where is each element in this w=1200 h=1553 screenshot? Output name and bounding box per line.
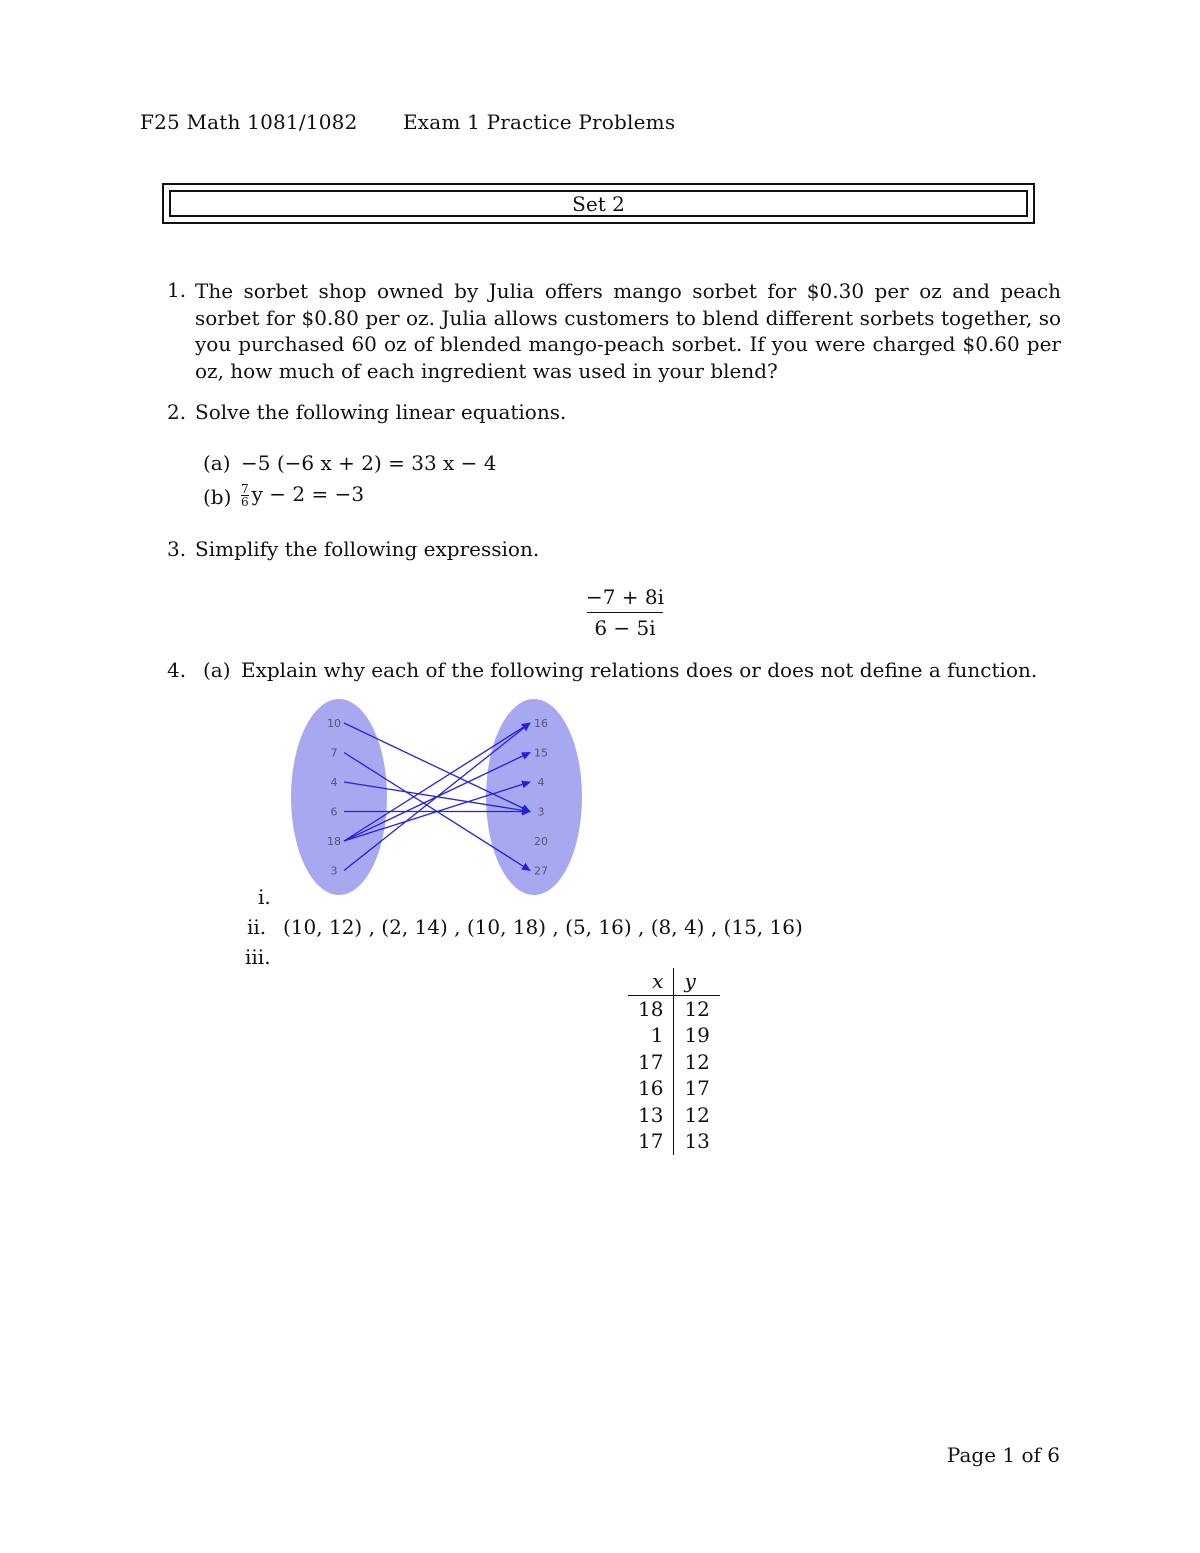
problem-3-text: Simplify the following expression.: [195, 537, 540, 561]
domain-value-3: 3: [330, 864, 338, 878]
problem-3-number: 3.: [167, 537, 187, 561]
table-row: [628, 1102, 720, 1129]
table-row: [628, 995, 720, 1022]
problem-1-number: 1.: [167, 278, 187, 302]
cell-x: 18: [628, 995, 674, 1022]
domain-value-18: 18: [327, 835, 341, 848]
table-header-row: [628, 968, 720, 995]
table-row: [628, 1075, 720, 1102]
cell-y: 19: [684, 1023, 710, 1047]
cell-x: 1: [628, 1022, 674, 1049]
problem-2b-equation: [241, 482, 364, 508]
table-row: [628, 1049, 720, 1076]
cell-y: 17: [684, 1076, 710, 1100]
complex-denominator: 6 − 5i: [594, 616, 656, 640]
domain-value-6: 6: [330, 805, 338, 819]
range-value-4: 4: [537, 776, 545, 789]
cell-x: 16: [628, 1075, 674, 1102]
problem-1-text: The sorbet shop owned by Julia offers mango sorbet for $0.30 per oz and peach sorbet for $0.80 per oz. Julia allows customers to blend different sorbets together, so you purchased 60 oz of blended mango-peach sorbet. If you were charged $0.60 per oz, how much of each ingredient was used in your blend?: [195, 279, 1061, 383]
problem-4-number: 4.: [167, 658, 187, 682]
relation-i-label: i.: [258, 885, 271, 909]
course-title: F25 Math 1081/1082: [140, 110, 358, 134]
exam-title: Exam 1 Practice Problems: [403, 110, 676, 134]
cell-y: 12: [684, 1049, 710, 1074]
relation-ii-label: ii.: [247, 915, 267, 939]
problem-4a-text: Explain why each of the following relations does or does not define a function.: [241, 658, 1038, 682]
range-value-16: 16: [534, 717, 548, 730]
relation-ii-pairs: (10, 12) , (2, 14) , (10, 18) , (5, 16) , (8, 4) , (15, 16): [283, 915, 803, 939]
domain-value-7: 7: [330, 746, 338, 760]
table-row: [628, 1128, 720, 1155]
complex-numerator: −7 + 8i: [585, 585, 665, 609]
complex-fraction: [540, 585, 710, 640]
header-y: y: [674, 968, 720, 995]
page-number: Page 1 of 6: [946, 1443, 1060, 1467]
domain-value-10: 10: [327, 717, 341, 730]
cell-x: 17: [628, 1128, 674, 1155]
fraction-denominator: 6: [241, 495, 249, 509]
cell-x: 13: [628, 1102, 674, 1129]
xy-table: [628, 968, 720, 1155]
domain-value-4: 4: [330, 776, 338, 789]
cell-x: 17: [628, 1049, 674, 1076]
problem-2a-label: (a): [203, 451, 231, 475]
problem-2-text: Solve the following linear equations.: [195, 400, 567, 424]
mapping-diagram: [280, 690, 600, 905]
cell-y: 12: [684, 996, 710, 1021]
range-value-27: 27: [534, 864, 548, 878]
set-box: [162, 183, 1035, 224]
problem-2-number: 2.: [167, 400, 187, 424]
header-x: x: [628, 968, 674, 995]
fraction-7-6: [241, 483, 249, 508]
range-value-3: 3: [537, 805, 545, 819]
equation-rest: y − 2 = −3: [251, 482, 365, 506]
cell-y: 13: [684, 1129, 710, 1153]
relation-iii-label: iii.: [245, 945, 271, 969]
range-value-15: 15: [534, 746, 548, 760]
set-label: Set 2: [169, 190, 1028, 217]
range-value-20: 20: [534, 835, 548, 848]
cell-y: 12: [684, 1102, 710, 1127]
fraction-numerator: 7: [241, 482, 249, 496]
problem-2b-label: (b): [203, 485, 232, 509]
table-row: [628, 1022, 720, 1049]
problem-2a-equation: −5 (−6 x + 2) = 33 x − 4: [241, 451, 497, 475]
problem-4a-label: (a): [203, 658, 231, 682]
